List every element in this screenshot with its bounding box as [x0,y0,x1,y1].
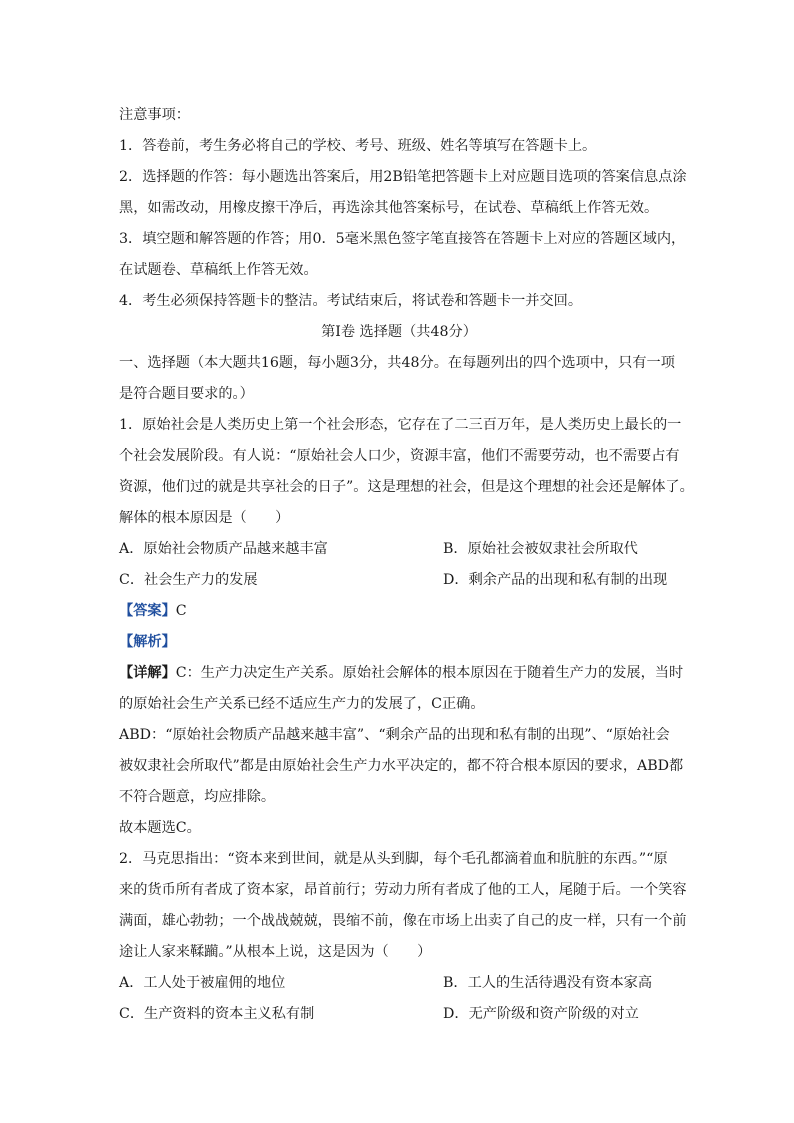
notice-item-4: 4．考生必须保持答题卡的整洁。考试结束后，将试卷和答题卡一并交回。 [119,293,583,309]
answer-value: C [175,603,187,619]
q2-option-d: D．无产阶级和资产阶级的对立 [443,1006,639,1022]
detail-text: C：生产力决定生产关系。原始社会解体的根本原因在于随着生产力的发展，当时 [175,665,684,681]
q2-stem-line: 2．马克思指出：“资本来到世间，就是从头到脚，每个毛孔都滴着血和肮脏的东西。”“原 [119,851,668,867]
section-intro-cont: 是符合题目要求的。） [119,386,254,402]
analysis-tag: 【解析】 [119,634,176,650]
notice-item-1: 1．答卷前，考生务必将自己的学校、考号、班级、姓名等填写在答题卡上。 [119,138,597,154]
q2-stem-line: 满面，雄心勃勃；一个战战兢兢，畏缩不前，像在市场上出卖了自己的皮一样，只有一个前 [119,913,687,929]
q2-option-c: C．生产资料的资本主义私有制 [119,1006,315,1022]
q1-analysis [119,627,679,658]
q1-stem-line: 资源，他们过的就是共享社会的日子”。这是理想的社会，但是这个理想的社会还是解体了。 [119,479,694,495]
q2-stem-line: 来的货币所有者成了资本家，昂首前行；劳动力所有者成了他的工人，尾随于后。一个笑容 [119,882,687,898]
q1-option-c: C．社会生产力的发展 [119,572,258,588]
notice-item-2-cont: 黑，如需改动，用橡皮擦干净后，再选涂其他答案标号，在试卷、草稿纸上作答无效。 [119,200,659,216]
q1-conclusion: 故本题选C。 [119,820,201,836]
q2-option-a: A．工人处于被雇佣的地位 [119,975,286,991]
section-title: 第Ⅰ卷 选择题（共48分） [321,324,477,340]
q1-answer [119,596,679,627]
section-intro: 一、选择题（本大题共16题，每小题3分，共48分。在每题列出的四个选项中，只有一项 [119,355,675,371]
q1-option-b: B．原始社会被奴隶社会所取代 [443,541,638,557]
notice-item-2: 2．选择题的作答：每小题选出答案后，用2B铅笔把答题卡上对应题目选项的答案信息点涂 [119,169,687,185]
q1-detail-cont: 不符合题意，均应排除。 [119,789,276,805]
answer-tag: 【答案】 [119,603,176,619]
q2-stem-line: 途让人家来鞣躏。”从根本上说，这是因为（ ） [119,944,432,960]
q1-stem-line: 解体的根本原因是（ ） [119,510,290,526]
q1-option-d: D．剩余产品的出现和私有制的出现 [443,572,668,588]
q1-stem-line: 1．原始社会是人类历史上第一个社会形态，它存在了二三百万年，是人类历史上最长的一 [119,417,682,433]
q1-options-row-2 [119,565,679,596]
q2-options-row-2 [119,999,679,1030]
notice-item-3: 3．填空题和解答题的作答；用0．5毫米黑色签字笔直接答在答题卡上对应的答题区域内， [119,231,686,247]
q1-detail-cont: 被奴隶社会所取代”都是由原始社会生产力水平决定的，都不符合根本原因的要求，ABD都 [119,758,684,774]
q1-detail-cont: 的原始社会生产关系已经不适应生产力的发展了，C正确。 [119,696,485,712]
notice-item-3-cont: 在试题卷、草稿纸上作答无效。 [119,262,318,278]
detail-tag: 【详解】 [119,665,176,681]
q1-option-a: A．原始社会物质产品越来越丰富 [119,541,328,557]
q2-options-row-1 [119,968,679,999]
notice-heading: 注意事项： [119,107,190,123]
q1-stem-line: 个社会发展阶段。有人说：“原始社会人口少，资源丰富，他们不需要劳动，也不需要占有 [119,448,680,464]
q1-detail-cont: ABD：“原始社会物质产品越来越丰富”、“剩余产品的出现和私有制的出现”、“原始社会 [119,727,670,743]
exam-page [119,100,694,1030]
q1-detail [119,658,684,689]
q1-options-row-1 [119,534,679,565]
q2-option-b: B．工人的生活待遇没有资本家高 [443,975,653,991]
